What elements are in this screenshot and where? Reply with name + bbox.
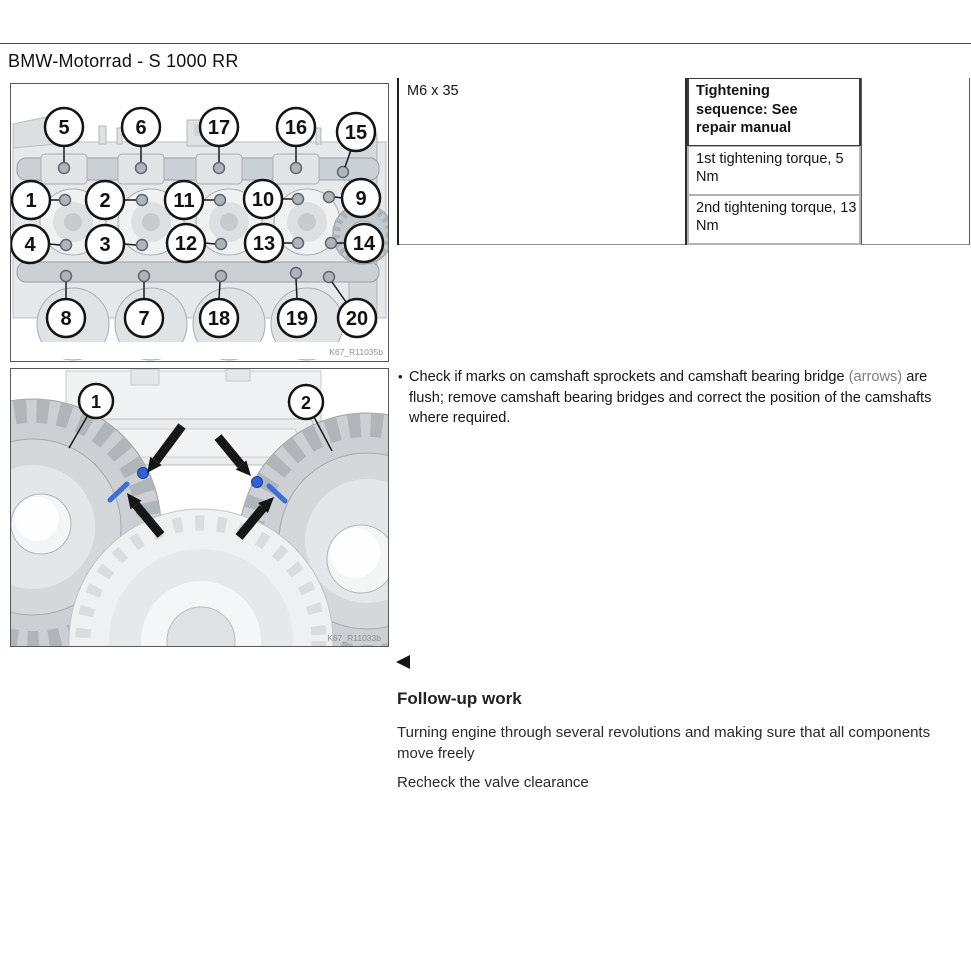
svg-text:4: 4 <box>24 234 36 256</box>
end-of-procedure-triangle-icon <box>396 655 410 669</box>
figure-camshaft-marks <box>10 368 389 647</box>
callout-13 <box>245 224 283 262</box>
callout-15 <box>337 113 375 151</box>
callout-11 <box>165 181 203 219</box>
callout-1 <box>12 181 50 219</box>
callout-12 <box>167 224 205 262</box>
spec-empty-cell <box>861 78 970 245</box>
callout-3 <box>86 225 124 263</box>
svg-text:7: 7 <box>138 308 150 330</box>
svg-text:2: 2 <box>300 393 312 413</box>
callout-20 <box>338 299 376 337</box>
spec-row-torque-1: 1st tightening torque, 5 Nm <box>687 146 861 196</box>
svg-text:11: 11 <box>173 190 195 212</box>
callout-18 <box>200 299 238 337</box>
spec-row-torque-2: 2nd tightening torque, 13 Nm <box>687 195 861 245</box>
instruction-item <box>398 367 958 429</box>
figure-tightening-sequence <box>10 83 389 362</box>
camshaft-sprockets-diagram <box>11 369 388 646</box>
svg-text:1: 1 <box>90 392 102 412</box>
callout-7 <box>125 299 163 337</box>
callout-4 <box>11 225 49 263</box>
header-divider <box>0 43 971 44</box>
spec-part-cell: M6 x 35 <box>399 78 685 245</box>
svg-text:9: 9 <box>355 188 367 210</box>
svg-text:3: 3 <box>99 234 111 256</box>
callout-16 <box>277 108 315 146</box>
callout-5 <box>45 108 83 146</box>
svg-text:5: 5 <box>58 117 70 139</box>
torque-spec-table <box>397 78 970 245</box>
svg-text:14: 14 <box>352 233 376 255</box>
instruction-text <box>409 367 954 429</box>
spec-values-column <box>685 78 861 245</box>
spec-row-sequence: Tightening sequence: See repair manual <box>687 78 861 147</box>
followup-paragraph-2: Recheck the valve clearance <box>397 774 589 791</box>
callout-14 <box>345 224 383 262</box>
svg-text:19: 19 <box>285 308 309 330</box>
cylinder-head-diagram <box>11 84 388 361</box>
svg-text:16: 16 <box>284 117 308 139</box>
figure2-caption: K67_R11033b <box>327 633 381 643</box>
callout-6 <box>122 108 160 146</box>
followup-paragraph-1: Turning engine through several revolutions and making sure that all components move freely <box>397 724 931 762</box>
callout-2 <box>86 181 124 219</box>
svg-text:17: 17 <box>207 117 231 139</box>
svg-text:13: 13 <box>252 233 276 255</box>
page-title: BMW-Motorrad - S 1000 RR <box>8 51 239 71</box>
svg-text:18: 18 <box>207 308 231 330</box>
svg-text:20: 20 <box>345 308 369 330</box>
svg-text:8: 8 <box>60 308 72 330</box>
instruction-text-end: are flush; remove camshaft bearing bridges and correct the position of the camshafts where required. <box>409 369 932 426</box>
followup-heading: Follow-up work <box>397 689 522 708</box>
callout-19 <box>278 299 316 337</box>
callout-10 <box>244 180 282 218</box>
svg-text:2: 2 <box>99 190 111 212</box>
callout-17 <box>200 108 238 146</box>
bullet-icon: • <box>398 369 403 384</box>
svg-text:15: 15 <box>344 122 368 144</box>
callout-9 <box>342 179 380 217</box>
figure1-caption: K67_R11035b <box>329 347 383 357</box>
instruction-text-start: Check if marks on camshaft sprockets and camshaft bearing bridge <box>409 369 849 385</box>
svg-text:1: 1 <box>25 190 37 212</box>
svg-text:12: 12 <box>174 233 198 255</box>
arrows-reference: (arrows) <box>848 369 903 385</box>
svg-text:6: 6 <box>135 117 147 139</box>
svg-text:10: 10 <box>251 189 275 211</box>
callout-8 <box>47 299 85 337</box>
